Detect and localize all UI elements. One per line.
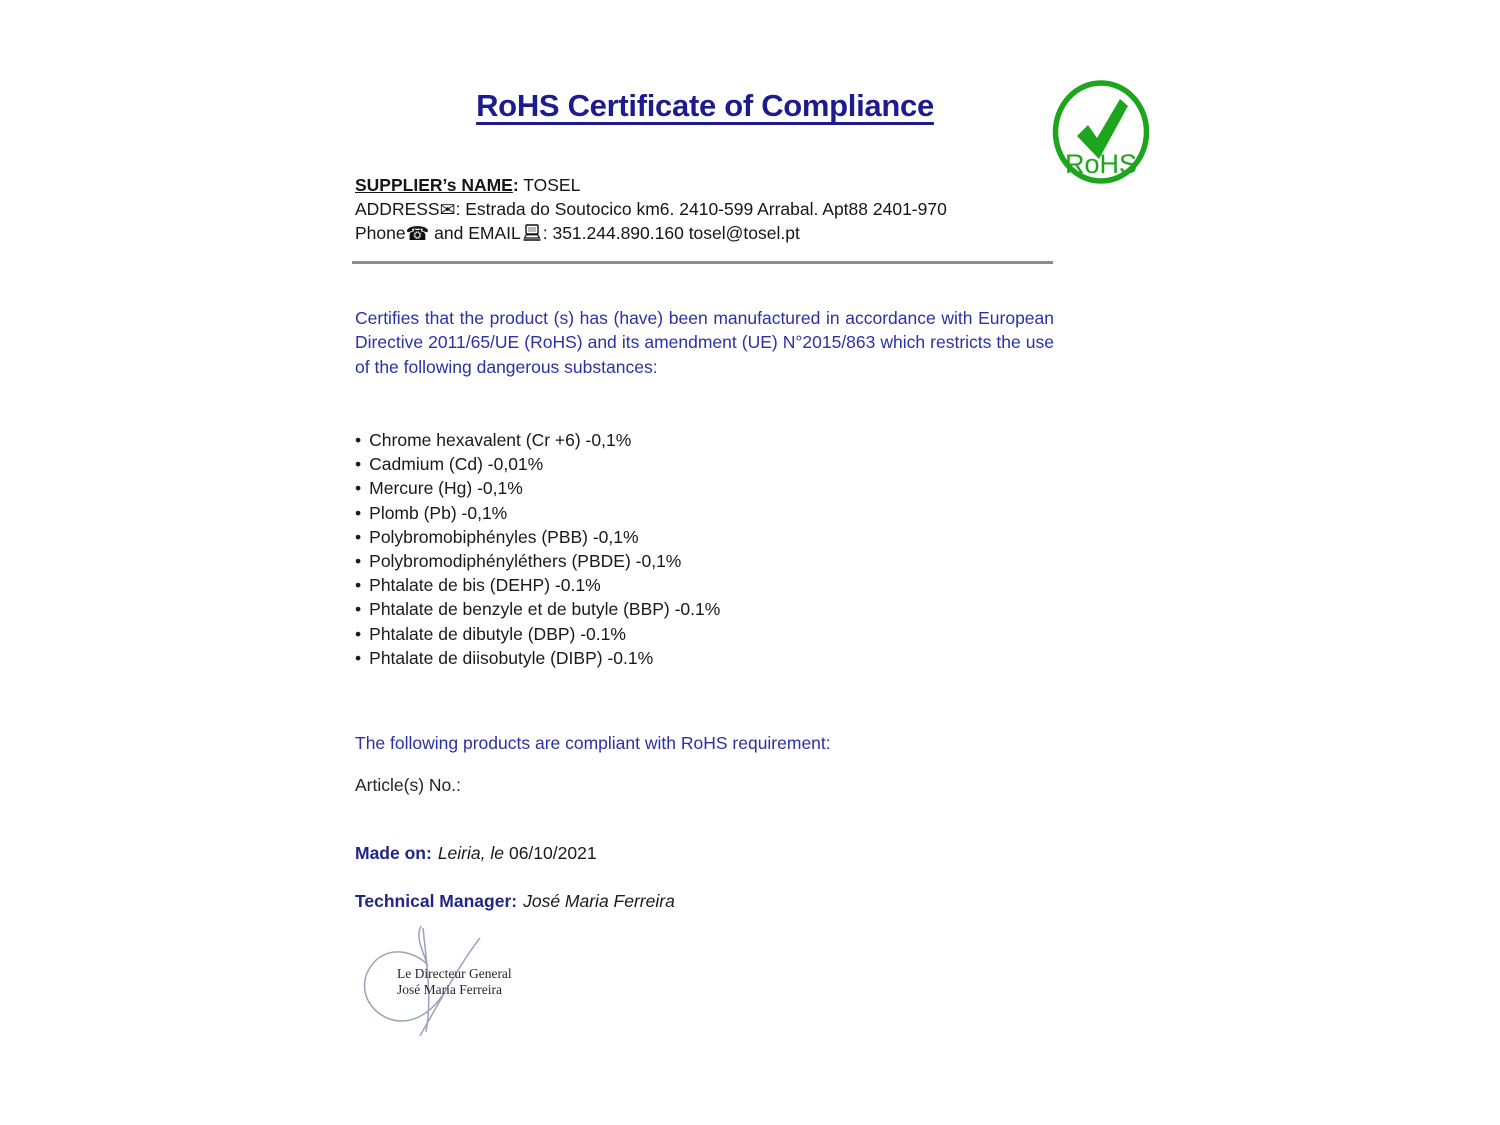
technical-manager-name: José Maria Ferreira bbox=[523, 891, 675, 911]
substance-item: • Chrome hexavalent (Cr +6) -0,1% bbox=[355, 428, 720, 452]
contact-value: : 351.244.890.160 tosel@tosel.pt bbox=[542, 223, 800, 243]
substance-item: • Phtalate de bis (DEHP) -0.1% bbox=[355, 573, 720, 597]
supplier-address-line bbox=[355, 197, 947, 221]
certification-paragraph: Certifies that the product (s) has (have) been manufactured in accordance with European Directive 2011/65/UE (RoHS) and its amendment (UE) N°2015/863 which restricts the use of the following dangerous substances: bbox=[355, 308, 1054, 377]
substance-item: • Phtalate de diisobutyle (DIBP) -0.1% bbox=[355, 646, 720, 670]
substances-list bbox=[355, 428, 720, 670]
supplier-name-label: SUPPLIER’s NAME bbox=[355, 175, 513, 195]
telephone-icon: ☎ bbox=[405, 224, 430, 245]
signature-title: Le Directeur General bbox=[397, 966, 512, 981]
supplier-block bbox=[355, 173, 947, 245]
substance-item: • Cadmium (Cd) -0,01% bbox=[355, 452, 720, 476]
made-on-place: Leiria, le bbox=[437, 843, 504, 863]
signature-text bbox=[397, 966, 527, 997]
divider-rule bbox=[352, 261, 1053, 264]
address-label: ADDRESS bbox=[355, 199, 440, 219]
supplier-name-colon: : bbox=[512, 175, 519, 195]
supplier-contact-line bbox=[355, 221, 947, 245]
technical-manager-label: Technical Manager: bbox=[355, 891, 518, 911]
substance-item: • Phtalate de dibutyle (DBP) -0.1% bbox=[355, 622, 720, 646]
made-on-line bbox=[355, 843, 597, 864]
supplier-name-line bbox=[355, 173, 947, 197]
substance-item: • Mercure (Hg) -0,1% bbox=[355, 476, 720, 500]
substance-item: • Plomb (Pb) -0,1% bbox=[355, 501, 720, 525]
made-on-label: Made on: bbox=[355, 843, 432, 863]
made-on-date: 06/10/2021 bbox=[508, 843, 597, 863]
supplier-name-value: TOSEL bbox=[518, 175, 581, 195]
substance-item: • Polybromobiphényles (PBB) -0,1% bbox=[355, 525, 720, 549]
signature-name: José Maria Ferreira bbox=[397, 981, 502, 997]
articles-label: Article(s) No.: bbox=[355, 775, 461, 795]
technical-manager-line bbox=[355, 891, 675, 912]
envelope-icon: ✉ bbox=[439, 200, 456, 221]
compliance-statement: The following products are compliant with RoHS requirement: bbox=[355, 733, 831, 753]
substance-item: • Polybromodiphényléthers (PBDE) -0,1% bbox=[355, 549, 720, 573]
and-email-label: and EMAIL bbox=[429, 223, 521, 243]
phone-label: Phone bbox=[355, 223, 406, 243]
rohs-logo-text: RoHS bbox=[1064, 149, 1138, 179]
rohs-logo bbox=[1051, 79, 1151, 185]
substance-item: • Phtalate de benzyle et de butyle (BBP) -0.1% bbox=[355, 597, 720, 621]
page-title: RoHS Certificate of Compliance bbox=[476, 88, 934, 123]
address-value: : Estrada do Soutocico km6. 2410-599 Arrabal. Apt88 2401-970 bbox=[455, 199, 947, 219]
computer-icon bbox=[522, 224, 542, 241]
